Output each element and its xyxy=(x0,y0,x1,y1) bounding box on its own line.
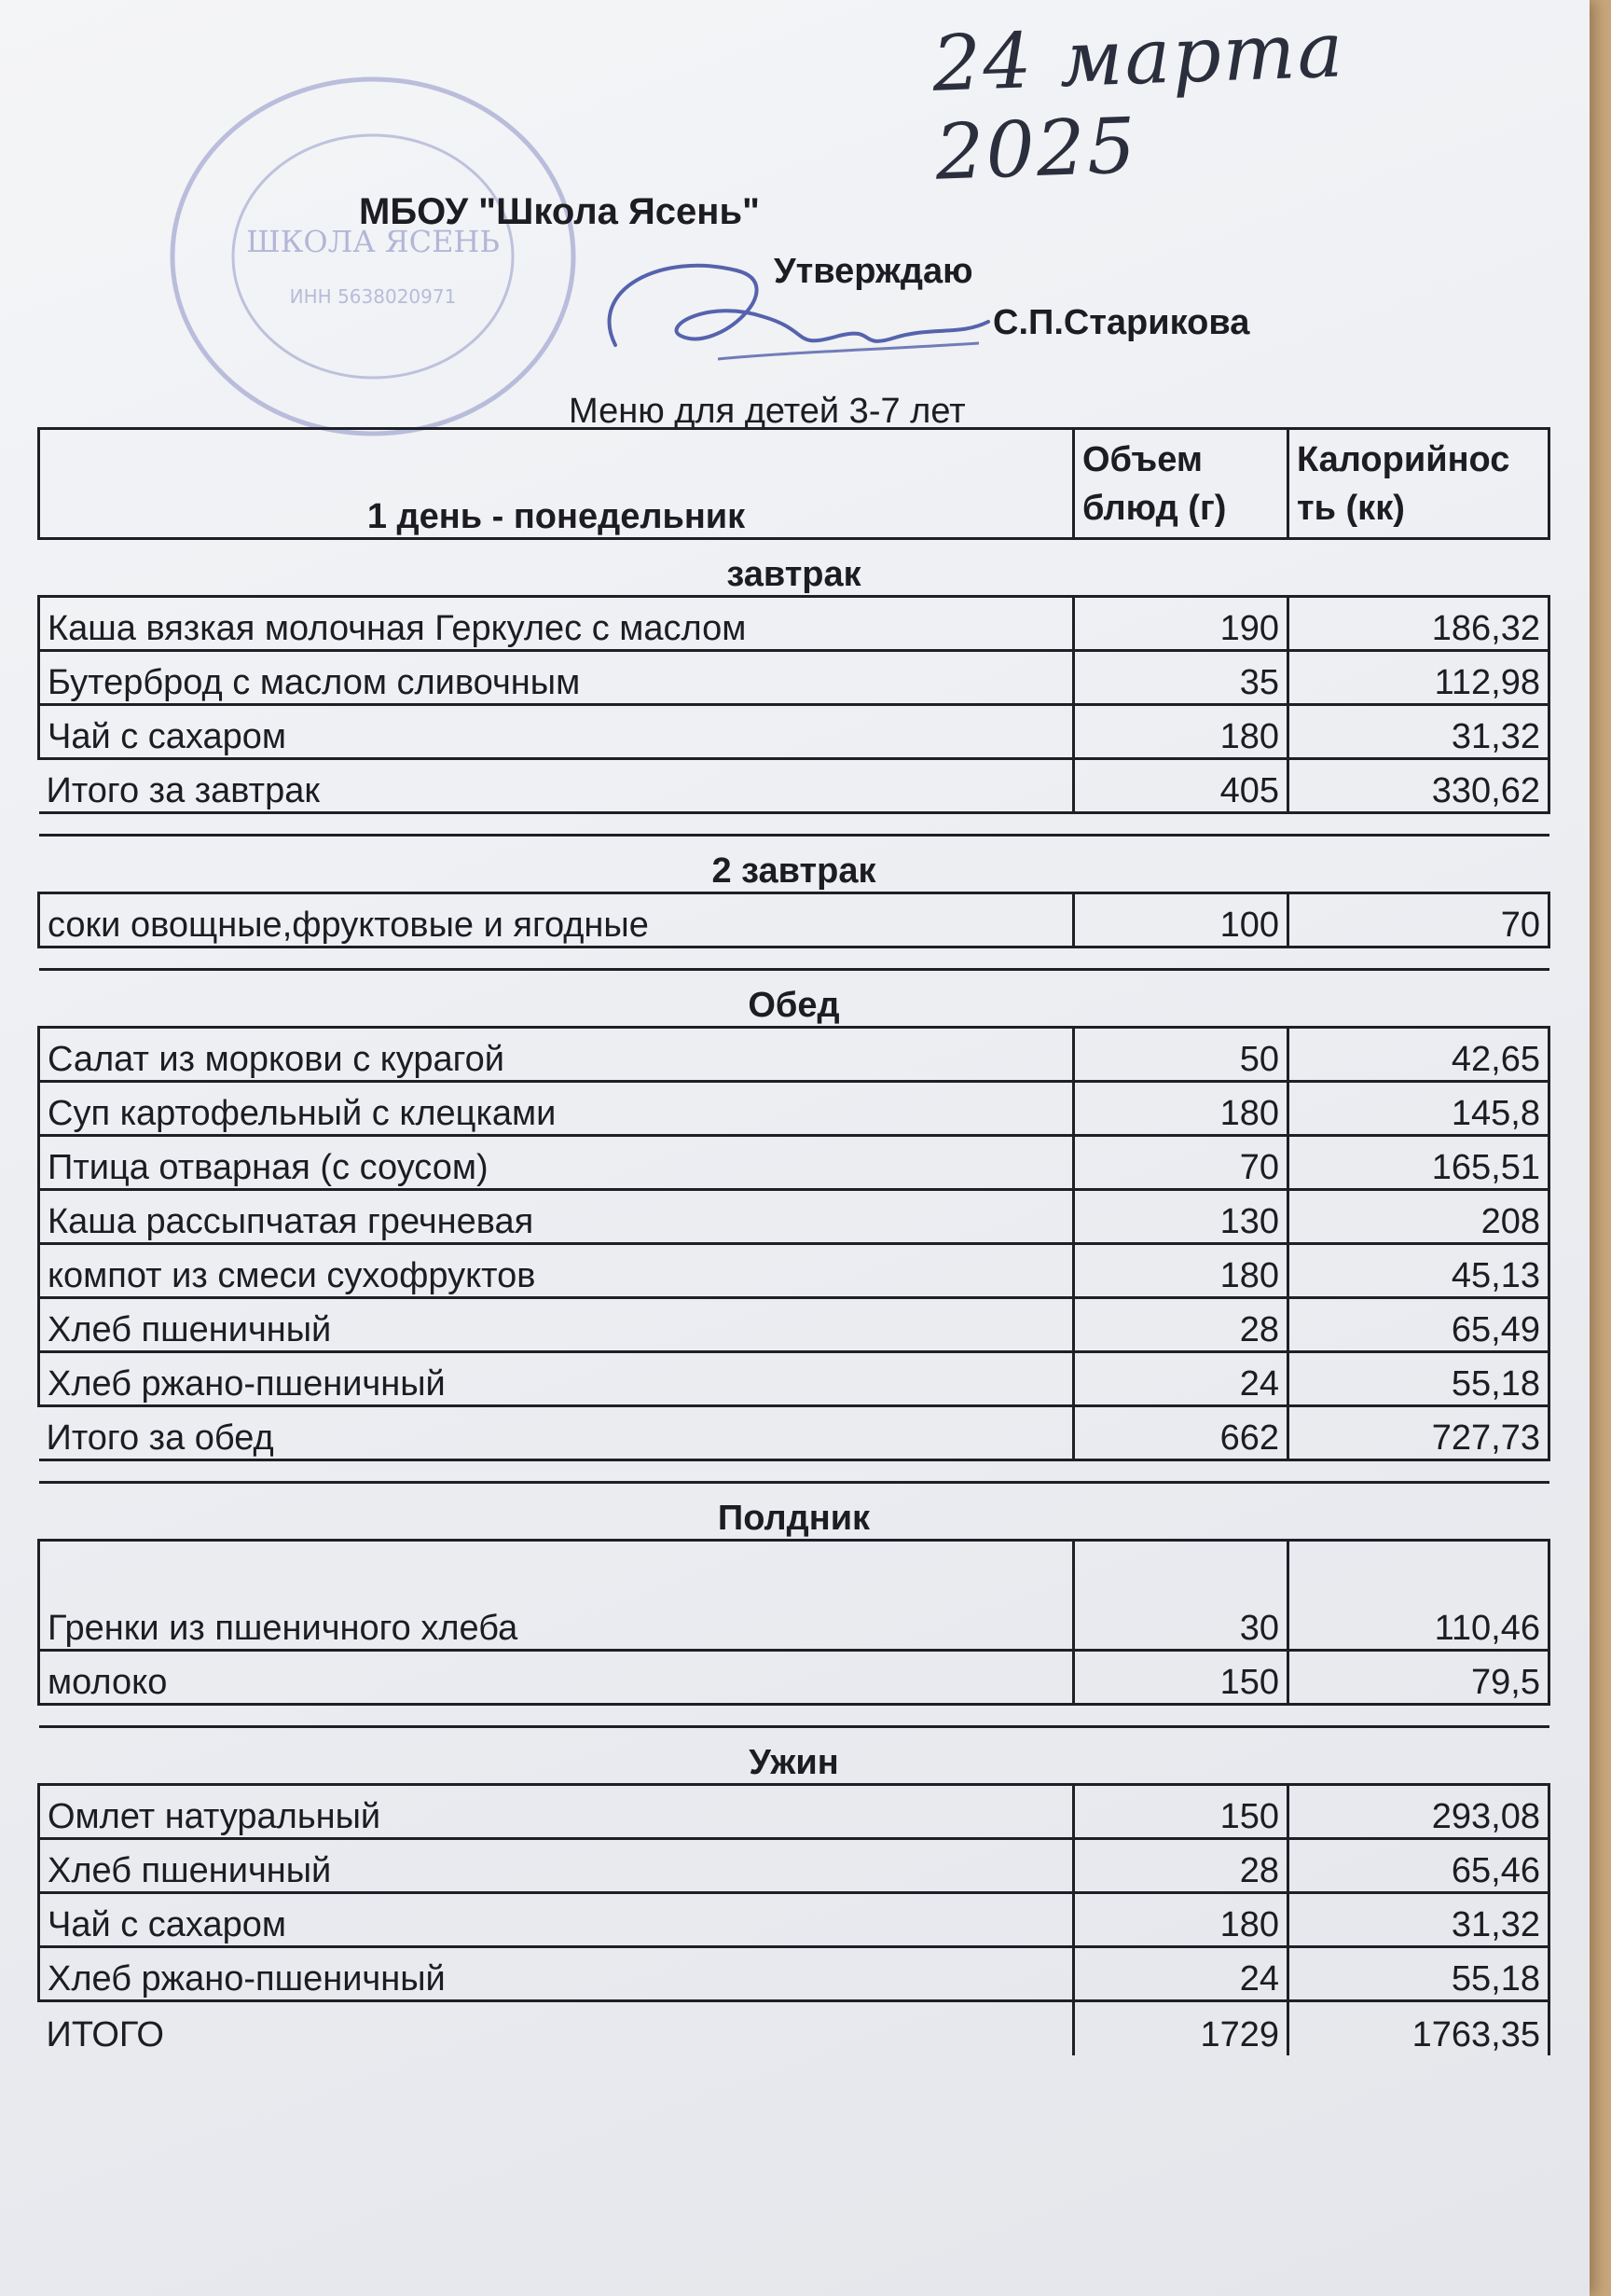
dish-calories: 145,8 xyxy=(1288,1082,1549,1136)
section-header-row xyxy=(39,836,1549,893)
table-row xyxy=(39,1244,1549,1298)
section-title: 2 завтрак xyxy=(39,836,1549,893)
table-row xyxy=(39,1541,1549,1651)
table-row xyxy=(39,705,1549,759)
header-day: 1 день - понедельник xyxy=(39,429,1074,539)
table-row xyxy=(39,893,1549,947)
total-calories: 330,62 xyxy=(1288,759,1549,813)
total-name: Итого за обед xyxy=(39,1406,1074,1460)
dish-volume: 35 xyxy=(1074,651,1288,705)
table-header-row xyxy=(39,429,1549,539)
table-row xyxy=(39,1352,1549,1406)
divider-cell xyxy=(39,947,1549,970)
dish-name: Хлеб пшеничный xyxy=(39,1839,1074,1893)
grand-total-calories: 1763,35 xyxy=(1288,2001,1549,2055)
dish-volume: 130 xyxy=(1074,1190,1288,1244)
dish-calories: 112,98 xyxy=(1288,651,1549,705)
table-row xyxy=(39,1947,1549,2001)
dish-calories: 293,08 xyxy=(1288,1785,1549,1839)
section-title: завтрак xyxy=(39,539,1549,597)
grand-total-volume: 1729 xyxy=(1074,2001,1288,2055)
stamp-inn: ИНН 5638020971 xyxy=(289,285,457,308)
section-header-row xyxy=(39,539,1549,597)
divider-cell xyxy=(39,1705,1549,1727)
header-calories: Калорийнос ть (кк) xyxy=(1288,429,1549,539)
dish-calories: 42,65 xyxy=(1288,1028,1549,1082)
dish-name: Гренки из пшеничного хлеба xyxy=(39,1541,1074,1651)
dish-calories: 65,49 xyxy=(1288,1298,1549,1352)
dish-name: Птица отварная (с соусом) xyxy=(39,1136,1074,1190)
table-row xyxy=(39,1082,1549,1136)
dish-volume: 150 xyxy=(1074,1785,1288,1839)
dish-volume: 28 xyxy=(1074,1298,1288,1352)
dish-name: Салат из моркови с курагой xyxy=(39,1028,1074,1082)
dish-name: Каша рассыпчатая гречневая xyxy=(39,1190,1074,1244)
dish-volume: 190 xyxy=(1074,597,1288,651)
official-stamp xyxy=(149,56,597,457)
table-row xyxy=(39,1839,1549,1893)
dish-name: Чай с сахаром xyxy=(39,705,1074,759)
divider-cell xyxy=(39,813,1549,836)
dish-volume: 180 xyxy=(1074,705,1288,759)
section-header-row xyxy=(39,1483,1549,1541)
table-row xyxy=(39,1298,1549,1352)
dish-calories: 110,46 xyxy=(1288,1541,1549,1651)
table-row xyxy=(39,1785,1549,1839)
dish-volume: 150 xyxy=(1074,1651,1288,1705)
table-row xyxy=(39,1893,1549,1947)
dish-volume: 100 xyxy=(1074,893,1288,947)
dish-volume: 70 xyxy=(1074,1136,1288,1190)
dish-name: Хлеб пшеничный xyxy=(39,1298,1074,1352)
dish-name: Каша вязкая молочная Геркулес с маслом xyxy=(39,597,1074,651)
section-divider xyxy=(39,1460,1549,1483)
dish-calories: 55,18 xyxy=(1288,1947,1549,2001)
dish-calories: 186,32 xyxy=(1288,597,1549,651)
stamp-text: ШКОЛА ЯСЕНЬ xyxy=(246,224,500,259)
dish-volume: 180 xyxy=(1074,1244,1288,1298)
dish-volume: 50 xyxy=(1074,1028,1288,1082)
dish-volume: 24 xyxy=(1074,1947,1288,2001)
dish-volume: 24 xyxy=(1074,1352,1288,1406)
table-row xyxy=(39,1651,1549,1705)
dish-volume: 180 xyxy=(1074,1893,1288,1947)
dish-name: Суп картофельный с клецками xyxy=(39,1082,1074,1136)
menu-table xyxy=(37,427,1550,2055)
approval-label: Утверждаю xyxy=(774,252,973,291)
dish-calories: 70 xyxy=(1288,893,1549,947)
dish-name: Хлеб ржано-пшеничный xyxy=(39,1352,1074,1406)
section-total-row xyxy=(39,759,1549,813)
dish-calories: 165,51 xyxy=(1288,1136,1549,1190)
section-title: Полдник xyxy=(39,1483,1549,1541)
section-divider xyxy=(39,947,1549,970)
dish-volume: 30 xyxy=(1074,1541,1288,1651)
table-row xyxy=(39,1028,1549,1082)
director-name: С.П.Старикова xyxy=(993,303,1250,342)
section-title: Обед xyxy=(39,970,1549,1028)
total-calories: 727,73 xyxy=(1288,1406,1549,1460)
table-row xyxy=(39,651,1549,705)
dish-calories: 31,32 xyxy=(1288,705,1549,759)
dish-volume: 28 xyxy=(1074,1839,1288,1893)
dish-volume: 180 xyxy=(1074,1082,1288,1136)
grand-total-row xyxy=(39,2001,1549,2055)
header-volume: Объем блюд (г) xyxy=(1074,429,1288,539)
dish-name: Омлет натуральный xyxy=(39,1785,1074,1839)
section-divider xyxy=(39,1705,1549,1727)
table-row xyxy=(39,597,1549,651)
dish-calories: 79,5 xyxy=(1288,1651,1549,1705)
section-total-row xyxy=(39,1406,1549,1460)
table-row xyxy=(39,1136,1549,1190)
handwritten-date: 24 марта 2025 xyxy=(930,6,1346,198)
section-header-row xyxy=(39,970,1549,1028)
section-header-row xyxy=(39,1727,1549,1785)
dish-name: Чай с сахаром xyxy=(39,1893,1074,1947)
dish-calories: 55,18 xyxy=(1288,1352,1549,1406)
school-name: МБОУ "Школа Ясень" xyxy=(359,191,760,232)
dish-calories: 65,46 xyxy=(1288,1839,1549,1893)
dish-calories: 45,13 xyxy=(1288,1244,1549,1298)
total-name: Итого за завтрак xyxy=(39,759,1074,813)
table-row xyxy=(39,1190,1549,1244)
dish-name: соки овощные,фруктовые и ягодные xyxy=(39,893,1074,947)
dish-calories: 208 xyxy=(1288,1190,1549,1244)
dish-name: компот из смеси сухофруктов xyxy=(39,1244,1074,1298)
menu-title: Меню для детей 3-7 лет xyxy=(569,392,966,431)
dish-name: Хлеб ржано-пшеничный xyxy=(39,1947,1074,2001)
grand-total-name: ИТОГО xyxy=(39,2001,1074,2055)
divider-cell xyxy=(39,1460,1549,1483)
section-title: Ужин xyxy=(39,1727,1549,1785)
dish-name: Бутерброд с маслом сливочным xyxy=(39,651,1074,705)
section-divider xyxy=(39,813,1549,836)
total-volume: 662 xyxy=(1074,1406,1288,1460)
dish-calories: 31,32 xyxy=(1288,1893,1549,1947)
dish-name: молоко xyxy=(39,1651,1074,1705)
total-volume: 405 xyxy=(1074,759,1288,813)
